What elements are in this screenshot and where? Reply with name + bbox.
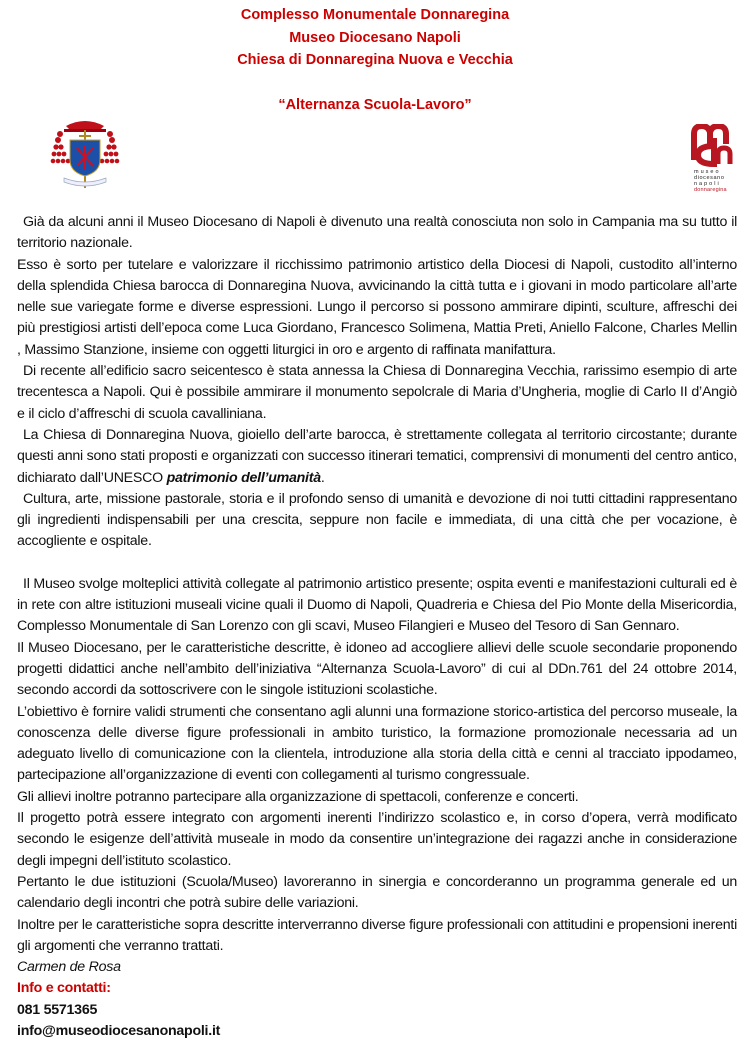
coat-of-arms-icon <box>50 118 120 192</box>
svg-text:donnaregina: donnaregina <box>694 187 727 193</box>
paragraph-objective: L’obiettivo è fornire validi strumenti che consentano agli alunni una formazione storico-artistica del percorso museale, la conoscenza delle diverse figure professionali in ambito turistico, la formazione promozionale necessaria ad un adeguato livello di comunicazione con la clientela, introduzione alla storia della città e cenni al tracciato ippodameo, partecipazione all’organizzazione di eventi con collegamenti al turismo congressuale. <box>17 703 737 784</box>
document-header <box>0 4 750 116</box>
paragraph-culture: Cultura, arte, missione pastorale, storia e il profondo senso di umanità e devozione di noi tutti cittadini rappresentano gli ingredienti indispensabili per una crescita, seppure non facile e immediata, di una città che per vocazione, è accogliente e ospitale. <box>17 490 737 550</box>
contact-email[interactable]: info@museodiocesanonapoli.it <box>17 1022 221 1039</box>
header-line-museo: Museo Diocesano Napoli <box>289 29 461 46</box>
paragraph-text: La Chiesa di Donnaregina Nuova, gioiello dell’arte barocca, è strettamente collegata al territorio circostante; durante questi anni sono stati proposti e organizzati con successo itinerari tematici, comprensivi di monumenti del centro antico, dichiarato dall’UNESCO <box>17 426 737 486</box>
paragraph-donnaregina-nuova <box>17 425 737 489</box>
paragraph-project: Il progetto potrà essere integrato con argomenti inerenti l’indirizzo scolastico e, in corso d’opera, verrà modificato secondo le esigenze dell’attività museale in modo da consentire un’integrazione dei ragazzi anche in considerazione degli impegni dell’istituto scolastico. <box>17 810 737 869</box>
paragraph-end: . <box>320 469 325 486</box>
svg-text:diocesano: diocesano <box>694 175 725 181</box>
paragraph-intro: Già da alcuni anni il Museo Diocesano di Napoli è divenuto una realtà conosciuta non solo in Campania ma su tutto il territorio nazionale. <box>17 214 737 252</box>
paragraph-origin: Esso è sorto per tutelare e valorizzare il ricchissimo patrimonio artistico della Diocesi di Napoli, custodito all’interno della splendida Chiesa barocca di Donnaregina Nuova, avvicinando la città tutta e i giovani in modo particolare all’arte nelle sue variegate forme e diverse espressioni. Lungo il percorso si possono ammirare dipinti, sculture, affreschi dei più prestigiosi artisti dell’epoca come Luca Giordano, Francesco Solimena, Mattia Preti, Aniello Falcone, Charles Mellin , Massimo Stanzione, insieme con oggetti liturgici in oro e argento di raffinata manifattura. <box>17 256 737 358</box>
museo-diocesano-logo <box>690 124 740 194</box>
contact-phone[interactable]: 081 5571365 <box>17 1001 98 1018</box>
paragraph-activities: Il Museo svolge molteplici attività collegate al patrimonio artistico presente; ospita eventi e manifestazioni culturali ed è in rete con altre istituzioni museali vicine quali il Duomo di Napoli, Quadreria e Chiesa del Pio Monte della Misericordia, Complesso Monumentale di San Lorenzo con gli scavi, Museo Filangieri e Museo del Tesoro di San Gennaro. <box>17 575 737 635</box>
paragraph-students: Gli allievi inoltre potranno partecipare alla organizzazione di spettacoli, conferenze e concerti. <box>17 788 579 805</box>
paragraph-donnaregina-vecchia: Di recente all’edificio sacro seicentesco è stata annessa la Chiesa di Donnaregina Vecchia, rarissimo esempio di arte trecentesca a Napoli. Qui è possibile ammirare il monumento sepolcrale di Maria d’Ungheria, moglie di Carlo II d’Angiò e il ciclo d’affreschi di scuola cavalliniana. <box>17 363 737 422</box>
unesco-emphasis: patrimonio dell’umanità <box>166 469 321 486</box>
svg-text:museo: museo <box>694 169 721 175</box>
document-subtitle: “Alternanza Scuola-Lavoro” <box>278 96 472 113</box>
contacts-label: Info e contatti: <box>17 980 111 997</box>
document-body <box>17 212 737 1042</box>
paragraph-institutions: Pertanto le due istituzioni (Scuola/Museo) lavoreranno in sinergia e concorderanno un programma generale ed un calendario degli incontri che potrà subire delle variazioni. <box>17 873 737 912</box>
paragraph-professionals: Inoltre per le caratteristiche sopra descritte interverranno diverse figure professionali con attitudini e propensioni inerenti gli argomenti che verranno trattati. <box>17 916 737 954</box>
spacer <box>17 553 737 574</box>
signature: Carmen de Rosa <box>17 959 121 976</box>
header-line-complesso: Complesso Monumentale Donnaregina <box>240 7 510 23</box>
svg-text:napoli: napoli <box>694 181 721 187</box>
header-line-chiesa: Chiesa di Donnaregina Nuova e Vecchia <box>237 52 513 68</box>
paragraph-school-projects: Il Museo Diocesano, per le caratteristiche descritte, è idoneo ad accogliere allievi delle scuole secondarie proponendo progetti didattici anche nell’ambito dell’iniziativa “Alternanza Scuola-Lavoro” di cui al DDn.761 del 24 ottobre 2014, secondo accordi da sottoscrivere con le singole istituzioni scolastiche. <box>17 639 737 699</box>
